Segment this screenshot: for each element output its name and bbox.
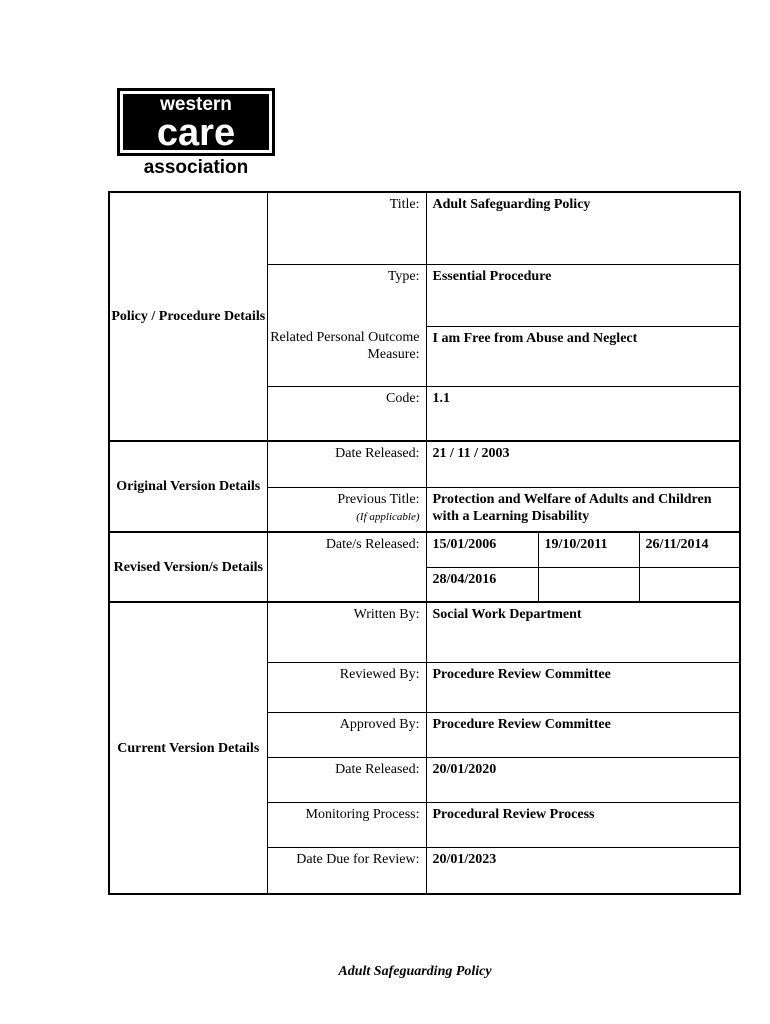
current-date-value: 20/01/2020 xyxy=(426,757,740,802)
written-by-value: Social Work Department xyxy=(426,602,740,662)
previous-title-label xyxy=(267,487,426,532)
policy-details-table xyxy=(108,191,741,895)
company-logo xyxy=(116,87,276,177)
revised-date-3: 26/11/2014 xyxy=(639,532,740,567)
outcome-measure-label: Related Personal Outcome Measure: xyxy=(267,326,426,386)
written-by-label: Written By: xyxy=(267,602,426,662)
monitoring-label: Monitoring Process: xyxy=(267,802,426,847)
monitoring-value: Procedural Review Process xyxy=(426,802,740,847)
code-label: Code: xyxy=(267,386,426,441)
title-label: Title: xyxy=(267,192,426,264)
logo-line2: care xyxy=(156,112,236,154)
original-date-value: 21 / 11 / 2003 xyxy=(426,441,740,487)
review-due-label: Date Due for Review: xyxy=(267,847,426,894)
approved-by-label: Approved By: xyxy=(267,712,426,757)
page-footer: Adult Safeguarding Policy xyxy=(338,964,492,979)
title-value: Adult Safeguarding Policy xyxy=(426,192,740,264)
outcome-measure-value: I am Free from Abuse and Neglect xyxy=(426,326,740,386)
logo-line3: association xyxy=(143,157,249,177)
revised-date-2: 19/10/2011 xyxy=(538,532,639,567)
section-current-version: Current Version Details xyxy=(109,602,267,894)
code-value: 1.1 xyxy=(426,386,740,441)
revised-date-4: 28/04/2016 xyxy=(426,567,538,602)
previous-title-text: Previous Title: xyxy=(337,491,420,507)
type-value: Essential Procedure xyxy=(426,264,740,326)
revised-empty-1 xyxy=(538,567,639,602)
current-date-label: Date Released: xyxy=(267,757,426,802)
previous-title-value: Protection and Welfare of Adults and Children with a Learning Disability xyxy=(426,487,740,532)
section-policy-details: Policy / Procedure Details xyxy=(109,192,267,441)
reviewed-by-value: Procedure Review Committee xyxy=(426,662,740,712)
revised-dates-label: Date/s Released: xyxy=(267,532,426,602)
section-revised-version: Revised Version/s Details xyxy=(109,532,267,602)
approved-by-value: Procedure Review Committee xyxy=(426,712,740,757)
previous-title-note: (If applicable) xyxy=(356,510,420,523)
original-date-label: Date Released: xyxy=(267,441,426,487)
section-original-version: Original Version Details xyxy=(109,441,267,532)
revised-date-1: 15/01/2006 xyxy=(426,532,538,567)
revised-empty-2 xyxy=(639,567,740,602)
logo-line1: western xyxy=(160,94,232,115)
reviewed-by-label: Reviewed By: xyxy=(267,662,426,712)
type-label: Type: xyxy=(267,264,426,326)
review-due-value: 20/01/2023 xyxy=(432,851,497,867)
